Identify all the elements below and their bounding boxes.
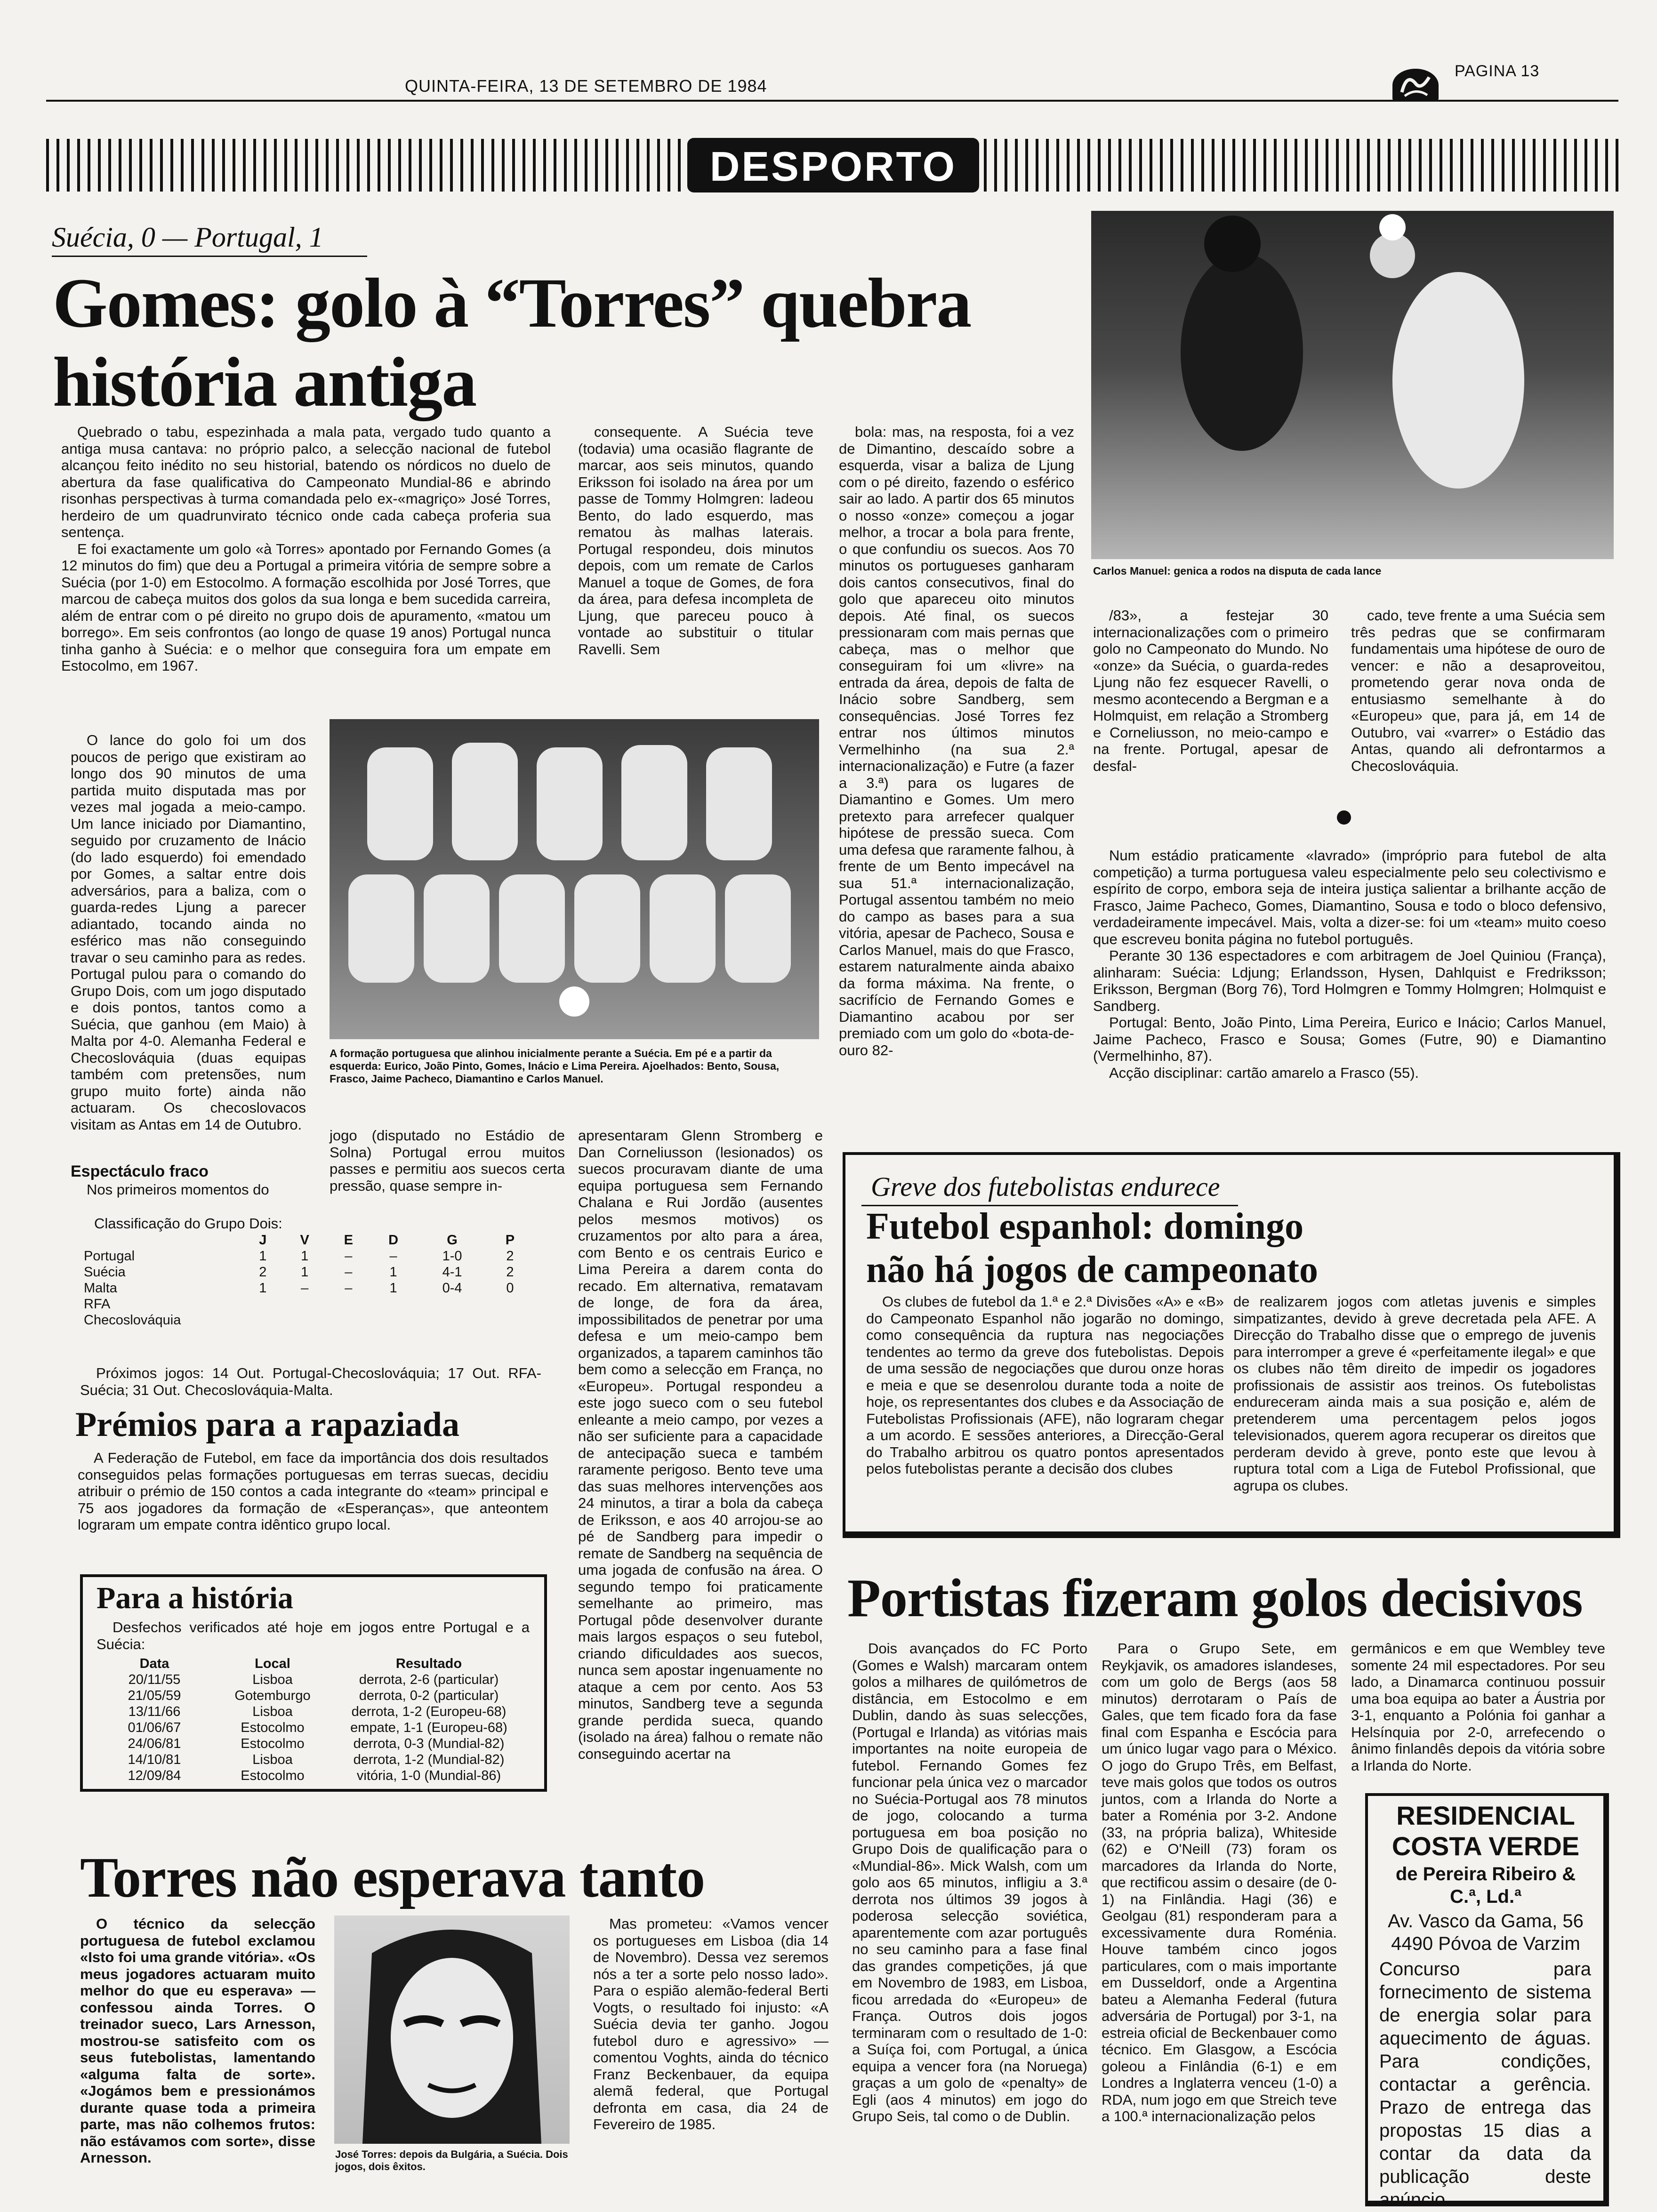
main-headline: Gomes: golo à “Torres” quebra história antiga <box>53 264 971 421</box>
portistas-headline: Portistas fizeram golos decisivos <box>847 1568 1583 1628</box>
portistas-col-2 <box>1102 1640 1337 2177</box>
cell-data: 20/11/55 <box>128 1672 181 1687</box>
col-header: G <box>447 1233 458 1248</box>
cell-g <box>416 1296 488 1312</box>
header-rule <box>46 100 1618 102</box>
section-banner-stripes-left <box>46 139 686 192</box>
paragraph: cado, teve frente a uma Suécia sem três pedras que se confirmaram fundamentais uma hipótese de ouro de vencer: e não a desaproveitou, prometendo gerar nova onda de entusiasmo semelhante à do «Europeu» que, para já, em 14 de Outubro, vai «varrer» o Estádio das Antas, quando ali defrontarmos a Checoslováquia. <box>1351 607 1605 774</box>
espectaculo-start <box>71 1181 306 1200</box>
cell-data: 12/09/84 <box>128 1768 181 1783</box>
ad-line-3: de Pereira Ribeiro & <box>1395 1864 1576 1884</box>
cell-g <box>416 1312 488 1328</box>
cell-v <box>283 1296 327 1312</box>
cell-d: 1 <box>389 1265 397 1280</box>
table-row <box>80 1296 532 1312</box>
col-header: E <box>344 1233 353 1248</box>
table-header-row <box>80 1232 532 1248</box>
cell-d <box>370 1312 416 1328</box>
table-row <box>99 1768 523 1784</box>
main-kicker: Suécia, 0 — Portugal, 1 <box>52 222 323 253</box>
historia-table-wrap <box>99 1656 532 1784</box>
classificacao-title: Classificação do Grupo Dois: <box>94 1215 282 1232</box>
team-name: Suécia <box>84 1265 126 1280</box>
lance-column <box>71 732 306 1133</box>
cell-data: 01/06/67 <box>128 1720 181 1735</box>
cell-g: 1-0 <box>442 1249 462 1264</box>
paragraph: Portugal: Bento, João Pinto, Lima Pereira, Eurico e Inácio; Carlos Manuel, Jaime Pacheco, Frasco e Sousa; Gomes (Futre, 90) e Diamantino (Vermelhinho, 87). <box>1093 1014 1606 1064</box>
historia-table <box>99 1656 523 1784</box>
classificacao-grid <box>80 1232 532 1328</box>
table-row <box>99 1736 523 1752</box>
paragraph: germânicos e em que Wembley teve somente 24 mil espectadores. Por seu lado, a Dinamarca continuou possuir uma boa equipa ao bater a Áustria por 3-1, enquanto a Polónia foi ganhar a Helsínquia por 2-0, arrefecendo o ânimo finlandês depois da vitória sobre a Irlanda do Norte. <box>1351 1640 1605 1774</box>
greve-headline: Futebol espanhol: domingo não há jogos de campeonato <box>866 1206 1319 1290</box>
cell-p: 2 <box>506 1265 514 1280</box>
table-row <box>99 1704 523 1720</box>
paragraph: O lance do golo foi um dos poucos de perigo que existiram ao longo dos 90 minutos de uma partida muito disputada mas por vezes mal jogada a meio-campo. Um lance iniciado por Diamantino, seguido por cruzamento de Inácio (do lado esquerdo) foi emendado por Gomes, a saltar entre dois adversários, para a baliza, com o guarda-redes Ljung a parecer adiantado, tocando ainda no esférico mas não conseguindo travar o seu caminho para as redes. Portugal pulou para o comando do Grupo Dois, com um jogo disputado e dois pontos, tantos como a Suécia, que ganhou (em Maio) à Malta por 4-0. Alemanha Federal e Checoslováquia (duas equipas também com pretensões, num grupo muito forte) ainda não actuaram. Os checoslovacos visitam as Antas em 14 de Outubro. <box>71 732 306 1133</box>
photo-carlos-manuel <box>1091 211 1614 559</box>
paragraph: O técnico da selecção portuguesa de futebol exclamou «Isto foi uma grande vitória». «Os meus jogadores actuaram muito melhor do que eu esperava» — confessou ainda Torres. O treinador sueco, Lars Arnesson, mostrou-se satisfeito com os seus futebolistas, lamentando «alguma falta de sorte». «Jogámos bem e pressionámos durante quase toda a primeira parte, mas não colhemos frutos: não estávamos com sorte», disse Arnesson. <box>80 1915 315 2166</box>
cell-local: Gotemburgo <box>234 1688 311 1703</box>
col-header: V <box>300 1233 309 1248</box>
ad-body: Concurso para fornecimento de sistema de energia solar para aquecimento de águas. Para condições, contactar a gerência. Prazo de entrega das propostas 15 dias a contar da data da publicação deste anúncio. <box>1379 1959 1591 2210</box>
team-name: Portugal <box>84 1249 135 1264</box>
main-col-3 <box>839 424 1074 1058</box>
paragraph: consequente. A Suécia teve (todavia) uma ocasião flagrante de marcar, aos seis minutos, quando Eriksson foi isolado na área por um passe de Tommy Holmgren: ladeou Bento, do lado esquerdo, mas rematou às malhas laterais. Portugal respondeu, dois minutos depois, com um remate de Carlos Manuel a toque de Gomes, de fora da área, para defesa incompleta de Ljung, que pareceu pouco à vontade ao substituir o titular Ravelli. Sem <box>578 424 813 657</box>
cell-resultado: derrota, 0-2 (particular) <box>359 1688 499 1703</box>
premios-headline: Prémios para a rapaziada <box>75 1405 459 1444</box>
team-name: RFA <box>84 1297 111 1312</box>
table-header-row <box>99 1656 523 1672</box>
ad-line-6: 4490 Póvoa de Varzim <box>1391 1933 1580 1954</box>
bullet-separator <box>1337 810 1351 825</box>
paragraph: bola: mas, na resposta, foi a vez de Dimantino, descaído sobre a esquerda, visar a baliza de Ljung com o pé direito, fazendo o esférico sair ao lado. A partir dos 65 minutos o nosso «onze» começou a jogar melhor, a trocar a bola para frente, o que confundiu os suecos. Aos 70 minutos os portugueses ganharam dois cantos consecutivos, final do golo que apareceu oito minutos depois. Até final, os suecos pressionaram com mais pernas que cabeça, mas o melhor que conseguiram foi um «livre» na entrada da área, depois de falta de Inácio sobre Sandberg, sem consequências. José Torres fez entrar nos últimos minutos Vermelhinho (na sua 2.ª internacionalização) e Futre (a fazer a 3.ª) para os lugares de Diamantino e Gomes. Um mero pretexto para arrefecer qualquer hipótese de pressão sueca. Com uma defesa que raramente falhou, à frente de um Bento impecável na sua 51.ª internacionalização, Portugal assentou também no meio do campo as bases para a sua vitória, apesar de Pacheco, Sousa e Carlos Manuel, mais do que Frasco, estarem naturalmente ainda abaixo da forma máxima. Na frente, o sacrifício de Fernando Gomes e Diamantino acabou por ser premiado com um golo do «bota-de-ouro 82- <box>839 424 1074 1058</box>
subhead-espectaculo: Espectáculo fraco <box>71 1162 209 1180</box>
greve-col-2 <box>1233 1293 1596 1519</box>
cell-e: – <box>345 1249 353 1264</box>
cell-e <box>327 1312 370 1328</box>
cell-p <box>488 1312 532 1328</box>
cell-local: Estocolmo <box>241 1736 305 1751</box>
cell-d: – <box>389 1249 397 1264</box>
newspaper-logo-icon <box>1392 69 1439 102</box>
cell-j: 1 <box>259 1249 267 1264</box>
table-row <box>99 1672 523 1688</box>
torres-headline: Torres não esperava tanto <box>80 1846 705 1909</box>
col-header: D <box>388 1233 399 1248</box>
cell-local: Lisboa <box>252 1704 293 1719</box>
photo-jose-torres <box>334 1915 570 2144</box>
match-ficha <box>1093 847 1606 1130</box>
cell-v: 1 <box>301 1249 309 1264</box>
cell-local: Lisboa <box>252 1672 293 1687</box>
team-name: Checoslováquia <box>84 1313 181 1328</box>
cell-p <box>488 1296 532 1312</box>
cell-e: – <box>345 1281 353 1296</box>
cell-j <box>243 1296 283 1312</box>
premios-text <box>78 1450 548 1563</box>
classificacao-table <box>80 1232 532 1328</box>
cell-resultado: empate, 1-1 (Europeu-68) <box>350 1720 507 1735</box>
torres-col-2 <box>593 1915 828 2198</box>
page-number: PAGINA 13 <box>1455 62 1540 80</box>
portistas-col-1 <box>852 1640 1087 2177</box>
paragraph: Para o Grupo Sete, em Reykjavik, os amadores islandeses, com um golo de Bergs (aos 58 minutos) derrotaram o País de Gales, que tem ficado fora da fase final com Espanha e Escócia para um único lugar vago para o México. O jogo do Grupo Três, em Belfast, teve mais golos que todos os outros juntos, com a Irlanda do Norte a bater a Roménia por 3-2. Andone (33, na própria baliza), Whiteside (62) e O'Neill (73) foram os marcadores da Irlanda do Norte, que rectificou assim o desaire (de 0-1) na Finlândia. Hagi (36) e Geolgau (81) responderam para a excessivamente dura Roménia. Houve também cinco jogos particulares, com o mais importante em Dusseldorf, onde a Argentina bateu a Alemanha Federal (futura adversária de Portugal) por 3-1, na estreia oficial de Beckenbauer como técnico. Em Glasgow, a Escócia goleou a Finlândia (6-1) e em Londres a Inglaterra venceu (1-0) a RDA, num jogo em que Streich teve a 100.ª internacionalização pelos <box>1102 1640 1337 2124</box>
ad-line-2: COSTA VERDE <box>1392 1831 1580 1861</box>
cell-g: 4-1 <box>442 1265 462 1280</box>
main-col-1 <box>61 424 551 715</box>
cell-d <box>370 1296 416 1312</box>
cell-v <box>283 1312 327 1328</box>
paragraph: Num estádio praticamente «lavrado» (impróprio para futebol de alta competição) a turma portuguesa valeu especialmente pelo seu colectivismo e espírito de corpo, embora seja de inteira justiça salientar a brilhante acção de Frasco, Jaime Pacheco, Gomes, Diamantino, Sousa e todo o bloco defensivo, verdadeiramente impecável. Mais, volta a dizer-se: foi um «team» muito coeso que escreveu bonita página no futebol português. <box>1093 847 1606 947</box>
cell-e <box>327 1296 370 1312</box>
table-row <box>80 1248 532 1264</box>
cell-j: 1 <box>259 1281 267 1296</box>
main-col-4 <box>1093 607 1328 805</box>
col-header: P <box>505 1233 515 1248</box>
col-header: Data <box>139 1656 169 1671</box>
paragraph: /83», a festejar 30 internacionalizações com o primeiro golo no Campeonato do Mundo. No «onze» da Suécia, o guarda-redes Ljung não fez esquecer Ravelli, o mesmo acontecendo a Bergman e a Holmquist, em relação a Stromberg e Corneliusson, no meio-campo e na frente. Portugal, apesar de desfal- <box>1093 607 1328 774</box>
cell-local: Estocolmo <box>241 1768 305 1783</box>
photo-action-caption: Carlos Manuel: genica a rodos na disputa de cada lance <box>1093 565 1382 577</box>
cell-p: 2 <box>506 1249 514 1264</box>
paragraph: jogo (disputado no Estádio de Solna) Portugal errou muitos passes e permitiu aos suecos certa pressão, quase sempre in- <box>330 1127 565 1194</box>
photo-team-caption: A formação portuguesa que alinhou inicialmente perante a Suécia. Em pé e a partir da esquerda: Eurico, João Pinto, Gomes, Inácio e Lima Pereira. Ajoelhados: Bento, Sousa, Frasco, Jaime Pacheco, Diamantino e Carlos Manuel. <box>330 1047 780 1085</box>
table-row <box>80 1264 532 1280</box>
paragraph: Os clubes de futebol da 1.ª e 2.ª Divisões «A» e «B» do Campeonato Espanhol não jogarão no domingo, como consequência da ruptura nas negociações tendentes ao termo da greve dos futebolistas. Depois de uma sessão de negociações que durou onze horas e meia e que se desenrolou durante toda a noite de hoje, os representantes dos clubes e da Associação de Futebolistas Profissionais (AFE), não lograram chegar a um acordo. E sessões anteriores, a Direcção-Geral do Trabalho arbitrou os quatro pontos apresentados pelos futebolistas perante a decisão dos clubes <box>866 1293 1224 1477</box>
espectaculo-col-b <box>330 1127 565 1198</box>
ad-line-1: RESIDENCIAL <box>1396 1801 1575 1830</box>
cell-j: 2 <box>259 1265 267 1280</box>
photo-torres-caption: José Torres: depois da Bulgária, a Suécia. Dois jogos, dois êxitos. <box>335 2148 568 2172</box>
table-row <box>99 1752 523 1768</box>
cell-d: 1 <box>389 1281 397 1296</box>
col-header: Local <box>255 1656 290 1671</box>
cell-resultado: derrota, 2-6 (particular) <box>359 1672 499 1687</box>
cell-data: 13/11/66 <box>128 1704 181 1719</box>
table-row <box>80 1312 532 1328</box>
paragraph: Mas prometeu: «Vamos vencer os portugueses em Lisboa (dia 14 de Novembro). Dessa vez seremos nós a ter a sorte pelo nosso lado». Para o espião alemão-federal Berti Vogts, o resultado foi injusto: «A Suécia devia ter ganho. Jogou futebol duro e agressivo» — comentou Voghts, ainda do técnico Franz Beckenbauer, da equipa alemã federal, que Portugal defronta em casa, dia 24 de Fevereiro de 1985. <box>593 1915 828 2132</box>
historia-title: Para a história <box>97 1581 293 1615</box>
ad-line-5: Av. Vasco da Gama, 56 <box>1388 1911 1584 1931</box>
greve-col-1 <box>866 1293 1224 1519</box>
cell-resultado: derrota, 0-3 (Mundial-82) <box>353 1736 505 1751</box>
cell-resultado: derrota, 1-2 (Mundial-82) <box>353 1752 505 1767</box>
ad-line-4: C.ª, Ld.ª <box>1450 1886 1521 1907</box>
torres-col-1 <box>80 1915 315 2198</box>
section-title: DESPORTO <box>709 143 957 190</box>
cell-local: Lisboa <box>252 1752 293 1767</box>
team-name: Malta <box>84 1281 117 1296</box>
historia-subtitle <box>97 1619 530 1653</box>
table-row <box>80 1280 532 1296</box>
paragraph: Dois avançados do FC Porto (Gomes e Walsh) marcaram ontem golos a milhares de quilómetros de distância, em Estocolmo e em Dublin, dando às suas selecções, (Portugal e Irlanda) as vitórias mais importantes na noite europeia de futebol. Fernando Gomes fez funcionar pela única vez o marcador no Suécia-Portugal aos 78 minutos de jogo, colocando a turma portuguesa em boa posição no Grupo Dois de qualificação para o «Mundial-86». Mick Walsh, com um golo aos 65 minutos, infligiu a 3.ª derrota nos últimos 39 jogos à poderosa selecção soviética, aparentemente com azar português no seu caminho para a fase final das grandes competições, já que em Novembro de 1983, em Lisboa, ficou arredada do «Europeu» de França. Outros dois jogos terminaram com o resultado de 1-0: a Suíça foi, com Portugal, a única equipa a vencer fora (na Noruega) graças a um golo de «penalty» de Egli (aos 4 minutos) em jogo do Grupo Seis, tal como o de Dublin. <box>852 1640 1087 2124</box>
paragraph: de realizarem jogos com atletas juvenis e simples simpatizantes, devido à greve decretada pela AFE. A Direcção do Trabalho disse que o emprego de juvenis para interromper a greve é «perfeitamente ilegal» e que os clubes não têm direito de impedir os jogadores profissionais de assistir aos treinos. Os futebolistas endureceram ainda mais a sua posição e, além de pretenderem uma percentagem pelos jogos televisionados, querem agora recuperar os direitos que perderam devido à greve, ponto este que levou à ruptura total com a Liga de Futebol Profissional, que agrupa os clubes. <box>1233 1293 1596 1494</box>
table-row <box>99 1720 523 1736</box>
paragraph: Perante 30 136 espectadores e com arbitragem de Joel Quiniou (França), alinharam: Suécia: Ldjung; Erlandsson, Hysen, Dahlquist e Fredriksson; Eriksson, Bergman (Borg 76), Tord Holmgren e Tommy Holmgren; Holmquist e Sandberg. <box>1093 947 1606 1014</box>
portistas-col-3 <box>1351 1640 1605 1781</box>
cell-e: – <box>345 1265 353 1280</box>
espectaculo-col-c <box>578 1127 823 1833</box>
main-col-2 <box>578 424 813 687</box>
col-header: Resultado <box>395 1656 462 1671</box>
cell-j <box>243 1312 283 1328</box>
paragraph: Nos primeiros momentos do <box>87 1181 269 1198</box>
cell-p: 0 <box>506 1281 514 1296</box>
paragraph: Quebrado o tabu, espezinhada a mala pata, vergado tudo quanto a antiga musa cantava: no próprio palco, a selecção nacional de futebol alcançou feito inédito no seu historial, batendo os nórdicos no duelo de abertura da fase qualificativa do Campeonato Mundial-86 e abrindo risonhas perspectivas à turma comandada pelo ex-«magriço» José Torres, herdeiro de um quadrunvirato técnico onde cada cabeça proferia sua sentença. <box>61 424 551 540</box>
main-col-5 <box>1351 607 1605 805</box>
cell-g: 0-4 <box>442 1281 462 1296</box>
paragraph: Desfechos verificados até hoje em jogos entre Portugal e a Suécia: <box>97 1619 530 1652</box>
section-banner-stripes-right <box>984 139 1619 192</box>
cell-data: 24/06/81 <box>128 1736 181 1751</box>
col-header: J <box>259 1233 267 1248</box>
cell-v: – <box>301 1281 309 1296</box>
proximos-jogos <box>80 1365 541 1403</box>
paragraph: apresentaram Glenn Stromberg e Dan Corneliusson (lesionados) os suecos procuravam diante de uma equipa portuguesa sem Fernando Chalana e Rui Jordão (ausentes pelos mesmos motivos) os cruzamentos por alto para a área, com Bento e os centrais Eurico e Lima Pereira a darem conta do recado. Em alternativa, rematavam de longe, de fora da área, impossibilitados de penetrar por uma defesa e um meio-campo bem organizados, a taparem caminhos tão bem como a selecção em França, no «Europeu». Portugal respondeu a este jogo sueco com o seu futebol enleante a meio campo, por vezes a não ser suficiente para a capacidade de antecipação sueca e também raramente perigoso. Bento teve uma das suas melhores intervenções aos 24 minutos, a tirar a bola da cabeça de Eriksson, e aos 40 arrojou-se ao pé de Sandberg para impedir o remate de Sandberg na sequência de uma jogada de confusão na área. O segundo tempo foi praticamente semelhante ao primeiro, mas Portugal pôde desenvolver durante mais largos espaços o seu futebol, criando dificuldades aos suecos, nunca sem apostar ingenuamente no ataque a cem por cento. Aos 53 minutos, Sandberg teve a segunda grande perdida sueca, quando (isolado na área) falhou o remate não conseguindo acertar na <box>578 1127 823 1762</box>
kicker-rule <box>52 256 367 257</box>
table-row <box>99 1688 523 1704</box>
paragraph: Próximos jogos: 14 Out. Portugal-Checoslováquia; 17 Out. RFA-Suécia; 31 Out. Checoslováquia-Malta. <box>80 1365 541 1398</box>
cell-data: 14/10/81 <box>128 1752 181 1767</box>
header-date: QUINTA-FEIRA, 13 DE SETEMBRO DE 1984 <box>405 76 767 96</box>
paragraph: Acção disciplinar: cartão amarelo a Frasco (55). <box>1109 1064 1419 1081</box>
paragraph: E foi exactamente um golo «à Torres» apontado por Fernando Gomes (a 12 minutos do fim) que deu a Portugal a primeira vitória de sempre sobre a Suécia (por 1-0) em Estocolmo. A formação escolhida por José Torres, que marcou de cabeça muitos dos golos da sua longa e bem sucedida carreira, além de entrar com o pé direito no grupo dois de apuramento, «matou um borrego». Em seis confrontos (ao longo de quase 19 anos) Portugal nunca tinha ganho à Suécia: e o melhor que conseguira fora um empate em Estocolmo, em 1967. <box>61 540 551 674</box>
photo-team <box>330 719 819 1039</box>
cell-local: Estocolmo <box>241 1720 305 1735</box>
paragraph: A Federação de Futebol, em face da importância dos dois resultados conseguidos pelas formações portuguesas em terras suecas, decidiu atribuir o prémio de 150 contos a cada integrante do «team» principal e 75 aos jogadores da formação de «Esperanças», que anteontem lograram um empate contra idêntico grupo local. <box>78 1450 548 1533</box>
cell-resultado: vitória, 1-0 (Mundial-86) <box>356 1768 501 1783</box>
cell-data: 21/05/59 <box>128 1688 181 1703</box>
cell-v: 1 <box>301 1265 309 1280</box>
greve-kicker: Greve dos futebolistas endurece <box>871 1171 1220 1202</box>
cell-resultado: derrota, 1-2 (Europeu-68) <box>351 1704 507 1719</box>
